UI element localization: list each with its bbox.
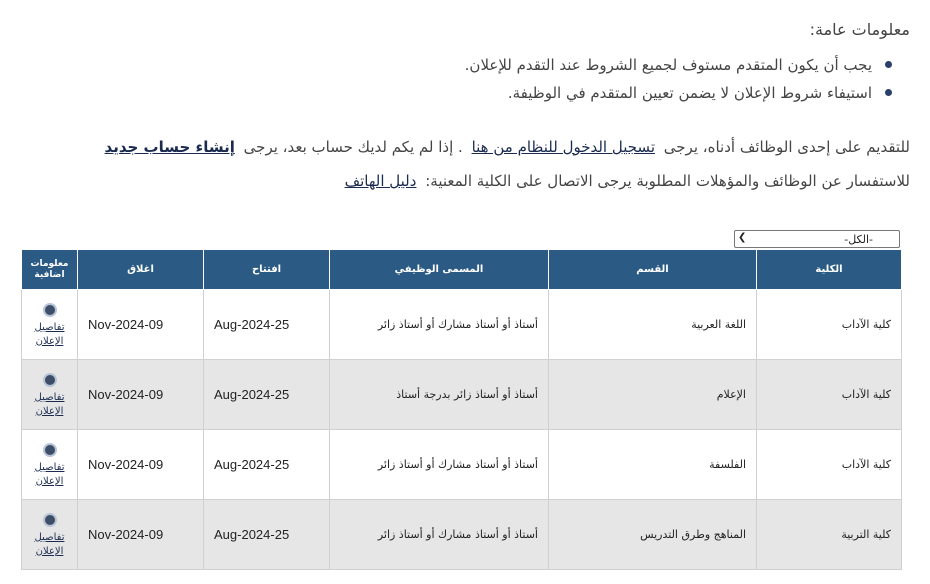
list-item: استيفاء شروط الإعلان لا يضمن تعيين المتقدم في الوظيفة. xyxy=(465,84,892,102)
cell-open: 25-Aug-2024 xyxy=(204,290,330,360)
bullet-icon xyxy=(885,61,892,68)
cell-title: أستاذ أو أستاذ مشارك أو أستاذ زائر xyxy=(330,430,549,500)
details-link[interactable]: تفاصيل الإعلان xyxy=(34,321,65,347)
chevron-down-icon: ❯ xyxy=(738,232,747,243)
list-item: يجب أن يكون المتقدم مستوف لجميع الشروط عند التقدم للإعلان. xyxy=(465,56,892,74)
cell-department: الإعلام xyxy=(549,360,757,430)
details-link[interactable]: تفاصيل الإعلان xyxy=(34,531,65,557)
col-close: اغلاق xyxy=(78,250,204,290)
details-link[interactable]: تفاصيل الإعلان xyxy=(34,461,65,487)
col-department: القسم xyxy=(549,250,757,290)
cell-title: أستاذ أو أستاذ زائر بدرجة أستاذ xyxy=(330,360,549,430)
cell-more xyxy=(22,430,78,500)
cell-open: 25-Aug-2024 xyxy=(204,360,330,430)
cell-department: الفلسفة xyxy=(549,430,757,500)
general-info-title: معلومات عامة: xyxy=(809,20,910,39)
login-link[interactable]: تسجيل الدخول للنظام من هنا xyxy=(471,138,655,156)
phone-directory-link[interactable]: دليل الهاتف xyxy=(344,172,417,190)
apply-instructions: للتقديم على إحدى الوظائف أدناه، يرجى تسجيل الدخول للنظام من هنا . إذا لم يكم لديك حساب بعد، يرجى إنشاء حساب جديد xyxy=(104,138,910,156)
details-icon[interactable] xyxy=(43,513,57,527)
col-title: المسمى الوظيفي xyxy=(330,250,549,290)
details-icon[interactable] xyxy=(43,303,57,317)
jobs-table xyxy=(21,249,902,570)
cell-title: أستاذ أو أستاذ مشارك أو أستاذ زائر xyxy=(330,290,549,360)
details-icon[interactable] xyxy=(43,373,57,387)
inquiry-instructions: للاستفسار عن الوظائف والمؤهلات المطلوبة يرجى الاتصال على الكلية المعنية: دليل الهاتف xyxy=(344,172,910,190)
col-college: الكلية xyxy=(757,250,902,290)
register-link[interactable]: إنشاء حساب جديد xyxy=(104,138,235,156)
cell-title: أستاذ أو أستاذ مشارك أو أستاذ زائر xyxy=(330,500,549,570)
cell-department: المناهج وطرق التدريس xyxy=(549,500,757,570)
cell-close: 09-Nov-2024 xyxy=(78,360,204,430)
cell-close: 09-Nov-2024 xyxy=(78,290,204,360)
cell-open: 25-Aug-2024 xyxy=(204,500,330,570)
table-header-row xyxy=(22,250,902,290)
cell-more xyxy=(22,500,78,570)
cell-college: كلية الآداب xyxy=(757,360,902,430)
table-row xyxy=(22,360,902,430)
details-icon[interactable] xyxy=(43,443,57,457)
general-info-list xyxy=(465,56,892,112)
cell-open: 25-Aug-2024 xyxy=(204,430,330,500)
cell-close: 09-Nov-2024 xyxy=(78,500,204,570)
cell-college: كلية الآداب xyxy=(757,430,902,500)
cell-college: كلية التربية xyxy=(757,500,902,570)
details-link[interactable]: تفاصيل الإعلان xyxy=(34,391,65,417)
college-filter-select[interactable]: -الكل- ❯ xyxy=(734,230,900,248)
cell-college: كلية الآداب xyxy=(757,290,902,360)
table-row xyxy=(22,500,902,570)
table-row xyxy=(22,290,902,360)
cell-department: اللغة العربية xyxy=(549,290,757,360)
cell-more xyxy=(22,290,78,360)
cell-close: 09-Nov-2024 xyxy=(78,430,204,500)
table-row xyxy=(22,430,902,500)
cell-more xyxy=(22,360,78,430)
col-open: افتتاح xyxy=(204,250,330,290)
bullet-icon xyxy=(885,89,892,96)
col-more: معلومات اضافية xyxy=(22,250,78,290)
